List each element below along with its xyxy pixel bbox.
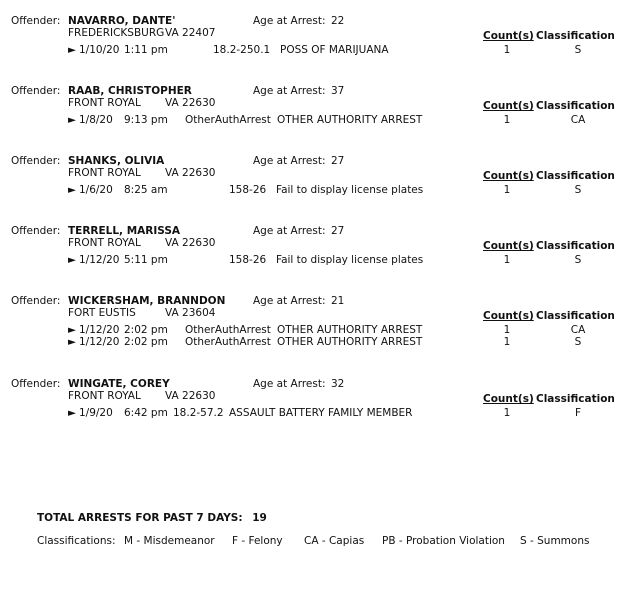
charge-time: 6:42 pm xyxy=(124,407,168,419)
charge-time: 8:25 am xyxy=(124,184,168,196)
charge-count: 1 xyxy=(503,44,511,56)
offender-name: WINGATE, COREY xyxy=(68,378,170,390)
charge-code: 18.2-57.2 xyxy=(173,407,224,419)
legend-label: Classifications: xyxy=(37,535,116,547)
offender-label: Offender: xyxy=(11,85,61,97)
offender-label: Offender: xyxy=(11,225,61,237)
count-header: Count(s) xyxy=(483,170,534,182)
charge-date: 1/12/20 xyxy=(79,324,120,336)
offender-label: Offender: xyxy=(11,15,61,27)
offender-state-zip: VA 22630 xyxy=(165,97,216,109)
row-bullet-icon: ► xyxy=(68,44,77,56)
count-header: Count(s) xyxy=(483,100,534,112)
charge-classification: CA xyxy=(570,114,586,126)
offender-label: Offender: xyxy=(11,295,61,307)
offender-state-zip: VA 22407 xyxy=(165,27,216,39)
offender-label: Offender: xyxy=(11,378,61,390)
charge-description: POSS OF MARIJUANA xyxy=(280,44,389,56)
count-header: Count(s) xyxy=(483,393,534,405)
offender-state-zip: VA 22630 xyxy=(165,167,216,179)
offender-name: NAVARRO, DANTE' xyxy=(68,15,176,27)
age-label: Age at Arrest: xyxy=(253,85,326,97)
legend-item: M - Misdemeanor xyxy=(124,535,215,547)
charge-classification: F xyxy=(574,407,582,419)
offender-name: WICKERSHAM, BRANNDON xyxy=(68,295,226,307)
offender-state-zip: VA 22630 xyxy=(165,390,216,402)
row-bullet-icon: ► xyxy=(68,184,77,196)
charge-code: OtherAuthArrest xyxy=(185,324,271,336)
total-arrests xyxy=(37,512,267,525)
charge-count: 1 xyxy=(503,324,511,336)
charge-description: OTHER AUTHORITY ARREST xyxy=(277,336,423,348)
charge-classification: S xyxy=(574,254,582,266)
total-arrests-label: TOTAL ARRESTS FOR PAST 7 DAYS: xyxy=(37,512,243,524)
total-arrests-value: 19 xyxy=(252,512,267,524)
row-bullet-icon: ► xyxy=(68,324,77,336)
charge-description: Fail to display license plates xyxy=(276,184,424,196)
charge-code: 158-26 xyxy=(229,184,267,196)
charge-date: 1/12/20 xyxy=(79,254,120,266)
age-label: Age at Arrest: xyxy=(253,378,326,390)
classification-header: Classification xyxy=(536,30,615,42)
charge-count: 1 xyxy=(503,336,511,348)
offender-name: SHANKS, OLIVIA xyxy=(68,155,165,167)
row-bullet-icon: ► xyxy=(68,254,77,266)
count-header: Count(s) xyxy=(483,310,534,322)
charge-date: 1/9/20 xyxy=(79,407,113,419)
row-bullet-icon: ► xyxy=(68,407,77,419)
charge-time: 9:13 pm xyxy=(124,114,168,126)
charge-count: 1 xyxy=(503,407,511,419)
charge-classification: S xyxy=(574,336,582,348)
count-header: Count(s) xyxy=(483,240,534,252)
classification-header: Classification xyxy=(536,310,615,322)
charge-date: 1/6/20 xyxy=(79,184,113,196)
offender-city: FREDERICKSBURG xyxy=(68,27,165,39)
charge-code: 158-26 xyxy=(229,254,267,266)
offender-city: FRONT ROYAL xyxy=(68,167,141,179)
charge-description: OTHER AUTHORITY ARREST xyxy=(277,324,423,336)
offender-city: FRONT ROYAL xyxy=(68,237,141,249)
classification-header: Classification xyxy=(536,240,615,252)
charge-time: 2:02 pm xyxy=(124,336,168,348)
charge-time: 2:02 pm xyxy=(124,324,168,336)
charge-classification: S xyxy=(574,44,582,56)
charge-date: 1/8/20 xyxy=(79,114,113,126)
offender-age: 37 xyxy=(331,85,345,97)
row-bullet-icon: ► xyxy=(68,114,77,126)
classification-header: Classification xyxy=(536,393,615,405)
row-bullet-icon: ► xyxy=(68,336,77,348)
age-label: Age at Arrest: xyxy=(253,155,326,167)
offender-age: 27 xyxy=(331,155,345,167)
charge-count: 1 xyxy=(503,254,511,266)
age-label: Age at Arrest: xyxy=(253,295,326,307)
offender-city: FRONT ROYAL xyxy=(68,390,141,402)
classification-header: Classification xyxy=(536,170,615,182)
offender-label: Offender: xyxy=(11,155,61,167)
classification-header: Classification xyxy=(536,100,615,112)
age-label: Age at Arrest: xyxy=(253,225,326,237)
charge-code: 18.2-250.1 xyxy=(213,44,271,56)
legend-item: S - Summons xyxy=(520,535,590,547)
offender-age: 27 xyxy=(331,225,345,237)
offender-state-zip: VA 22630 xyxy=(165,237,216,249)
offender-city: FRONT ROYAL xyxy=(68,97,141,109)
legend-item: CA - Capias xyxy=(304,535,365,547)
legend-item: PB - Probation Violation xyxy=(382,535,505,547)
offender-city: FORT EUSTIS xyxy=(68,307,136,319)
offender-age: 22 xyxy=(331,15,345,27)
offender-age: 21 xyxy=(331,295,345,307)
charge-classification: S xyxy=(574,184,582,196)
charge-date: 1/10/20 xyxy=(79,44,120,56)
legend-item: F - Felony xyxy=(232,535,283,547)
charge-count: 1 xyxy=(503,114,511,126)
charge-code: OtherAuthArrest xyxy=(185,336,271,348)
charge-time: 1:11 pm xyxy=(124,44,168,56)
count-header: Count(s) xyxy=(483,30,534,42)
charge-date: 1/12/20 xyxy=(79,336,120,348)
offender-state-zip: VA 23604 xyxy=(165,307,216,319)
charge-code: OtherAuthArrest xyxy=(185,114,271,126)
charge-description: ASSAULT BATTERY FAMILY MEMBER xyxy=(229,407,413,419)
offender-name: RAAB, CHRISTOPHER xyxy=(68,85,192,97)
charge-classification: CA xyxy=(570,324,586,336)
charge-time: 5:11 pm xyxy=(124,254,168,266)
charge-description: OTHER AUTHORITY ARREST xyxy=(277,114,423,126)
offender-age: 32 xyxy=(331,378,345,390)
charge-description: Fail to display license plates xyxy=(276,254,424,266)
age-label: Age at Arrest: xyxy=(253,15,326,27)
offender-name: TERRELL, MARISSA xyxy=(68,225,181,237)
charge-count: 1 xyxy=(503,184,511,196)
